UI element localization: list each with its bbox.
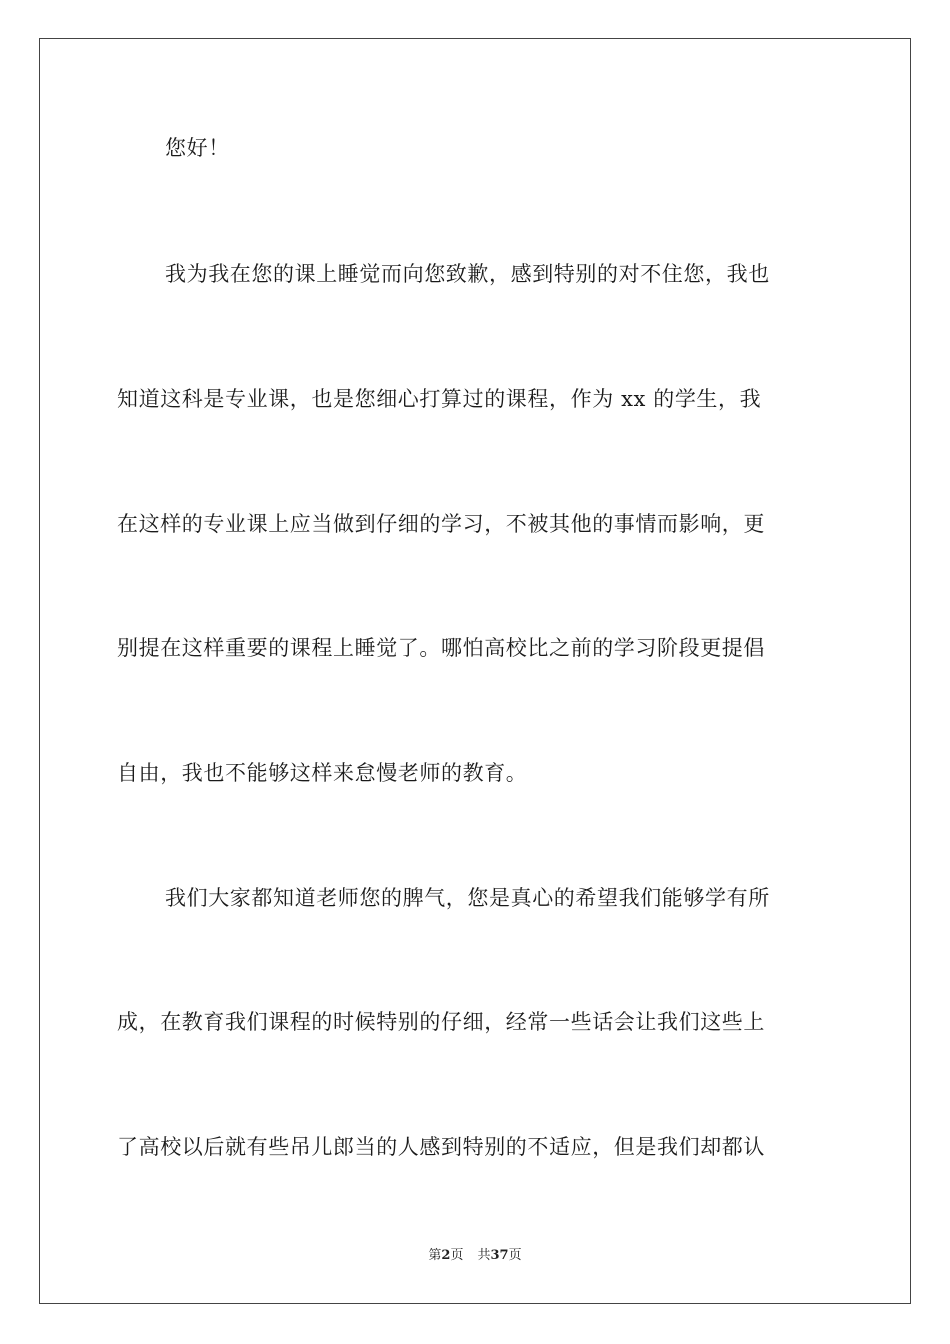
total-suffix: 页 bbox=[508, 1248, 522, 1263]
text-line-4: 别提在这样重要的课程上睡觉了。哪怕高校比之前的学习阶段更提倡 bbox=[117, 636, 765, 660]
text-line-2: 知道这科是专业课，也是您细心打算过的课程，作为 xx 的学生，我 bbox=[117, 387, 762, 411]
text-line-6: 我们大家都知道老师您的脾气，您是真心的希望我们能够学有所 bbox=[165, 886, 770, 910]
page-footer bbox=[0, 1248, 950, 1264]
text-line-8: 了高校以后就有些吊儿郎当的人感到特别的不适应，但是我们却都认 bbox=[117, 1135, 765, 1159]
total-prefix: 共 bbox=[477, 1248, 491, 1263]
text-line-1: 我为我在您的课上睡觉而向您致歉，感到特别的对不住您，我也 bbox=[165, 262, 770, 286]
text-line-5: 自由，我也不能够这样来怠慢老师的教育。 bbox=[117, 761, 528, 785]
page-suffix: 页 bbox=[450, 1248, 464, 1263]
page-border bbox=[39, 38, 911, 1304]
total-pages: 37 bbox=[490, 1248, 509, 1263]
text-line-7: 成，在教育我们课程的时候特别的仔细，经常一些话会让我们这些上 bbox=[117, 1010, 765, 1034]
page-prefix: 第 bbox=[428, 1248, 442, 1263]
salutation-line: 您好！ bbox=[165, 136, 230, 160]
page-number: 2 bbox=[441, 1248, 451, 1263]
text-line-3: 在这样的专业课上应当做到仔细的学习，不被其他的事情而影响，更 bbox=[117, 512, 765, 536]
